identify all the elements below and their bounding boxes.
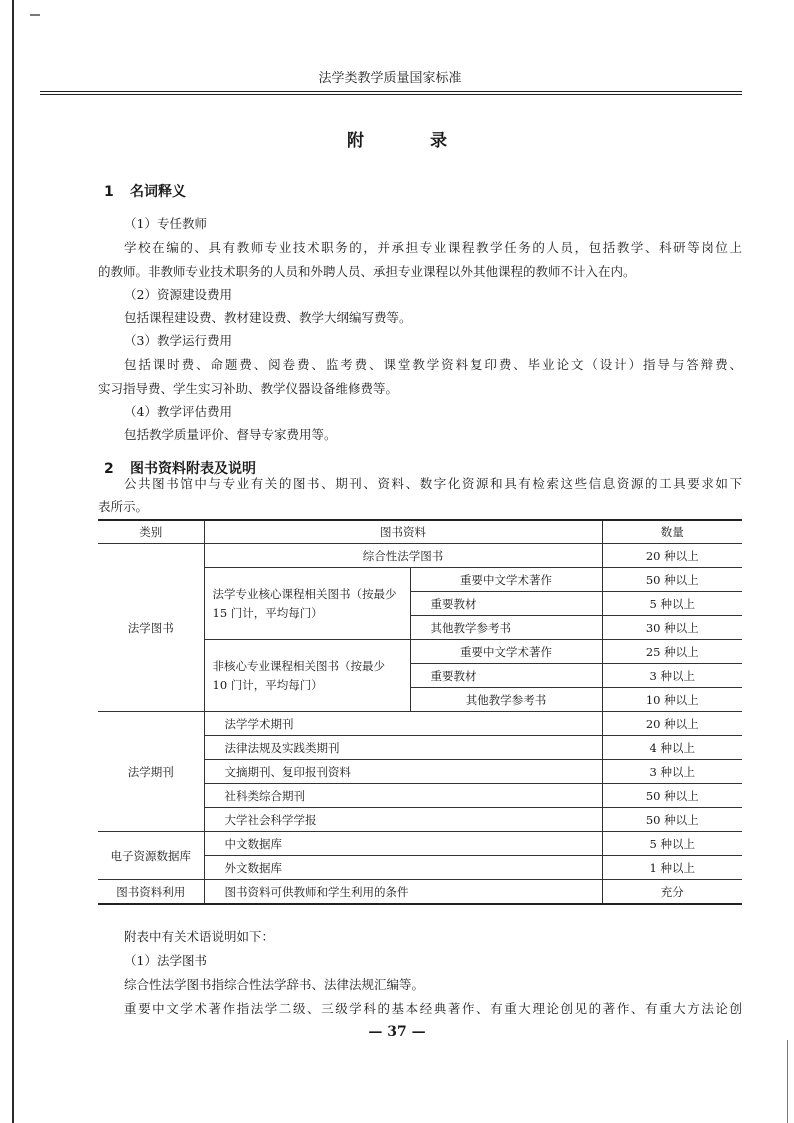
running-header: 法学类教学质量国家标准 xyxy=(318,71,462,86)
table-header-row xyxy=(98,520,742,544)
qty-cell: 充分 xyxy=(602,880,742,905)
paragraph-line: 包括课时费、命题费、阅卷费、监考费、课堂教学资料复印费、毕业论文（设计）指导与答辩费、 xyxy=(124,357,742,372)
page-title: 附 录 xyxy=(347,131,477,151)
category-cell: 图书资料利用 xyxy=(98,880,204,905)
paragraph-line: 公共图书馆中与专业有关的图书、期刊、资料、数字化资源和具有检索这些信息资源的工具要求如下 xyxy=(124,476,742,491)
table-row xyxy=(98,712,742,736)
category-cell: 电子资源数据库 xyxy=(98,832,204,880)
paragraph-line: 学校在编的、具有教师专业技术职务的，并承担专业课程教学任务的人员，包括教学、科研等岗位上 xyxy=(124,240,742,255)
section-number: 1 xyxy=(104,184,114,200)
section-1-heading xyxy=(104,181,186,201)
table-row xyxy=(98,544,742,568)
paragraph-line: 实习指导费、学生实习补助、教学仪器设备维修费等。 xyxy=(98,381,399,396)
item-cell: 文摘期刊、复印报刊资料 xyxy=(204,760,602,784)
qty-cell: 20 种以上 xyxy=(602,712,742,736)
item-label: （3）教学运行费用 xyxy=(124,333,232,348)
item-cell: 重要中文学术著作 xyxy=(410,640,602,664)
scan-edge-line xyxy=(787,1040,788,1123)
qty-cell: 5 种以上 xyxy=(602,592,742,616)
qty-cell: 20 种以上 xyxy=(602,544,742,568)
item-cell: 其他教学参考书 xyxy=(410,616,602,640)
item-cell: 其他教学参考书 xyxy=(410,688,602,712)
page-number: — 37 — xyxy=(368,1024,426,1040)
item-cell: 大学社会科学学报 xyxy=(204,808,602,832)
item-cell: 法律法规及实践类期刊 xyxy=(204,736,602,760)
item-label: （1）专任教师 xyxy=(124,216,207,231)
category-cell: 法学期刊 xyxy=(98,712,204,832)
group-cell: 非核心专业课程相关图书（按最少 10 门计，平均每门） xyxy=(204,640,410,712)
header-rule xyxy=(40,91,742,92)
library-resources-table xyxy=(98,519,742,905)
header-rule-thin xyxy=(40,94,742,95)
paragraph-line: 的教师。非教师专业技术职务的人员和外聘人员、承担专业课程以外其他课程的教师不计入在内。 xyxy=(98,264,636,279)
group-cell: 法学专业核心课程相关图书（按最少 15 门计，平均每门） xyxy=(204,568,410,640)
table-row xyxy=(98,880,742,905)
notes-intro: 附表中有关术语说明如下： xyxy=(124,929,275,944)
paragraph-line: 综合性法学图书指综合性法学辞书、法律法规汇编等。 xyxy=(124,977,425,992)
header-materials: 图书资料 xyxy=(204,520,602,544)
paragraph-line: 表所示。 xyxy=(98,499,149,514)
item-cell: 重要教材 xyxy=(410,664,602,688)
qty-cell: 10 种以上 xyxy=(602,688,742,712)
category-cell: 法学图书 xyxy=(98,544,204,712)
paragraph-line: 包括课程建设费、教材建设费、教学大纲编写费等。 xyxy=(124,310,412,325)
table-row xyxy=(98,832,742,856)
item-cell: 法学学术期刊 xyxy=(204,712,602,736)
qty-cell: 50 种以上 xyxy=(602,808,742,832)
scan-margin-line xyxy=(12,0,14,1123)
item-cell: 重要教材 xyxy=(410,592,602,616)
paragraph-line: 重要中文学术著作指法学二级、三级学科的基本经典著作、有重大理论创见的著作、有重大方法论创 xyxy=(124,1001,742,1016)
item-cell: 综合性法学图书 xyxy=(204,544,602,568)
qty-cell: 3 种以上 xyxy=(602,664,742,688)
qty-cell: 50 种以上 xyxy=(602,784,742,808)
qty-cell: 25 种以上 xyxy=(602,640,742,664)
item-label: （2）资源建设费用 xyxy=(124,287,232,302)
header-category: 类别 xyxy=(98,520,204,544)
qty-cell: 3 种以上 xyxy=(602,760,742,784)
item-cell: 图书资料可供教师和学生利用的条件 xyxy=(204,880,602,905)
qty-cell: 50 种以上 xyxy=(602,568,742,592)
header-quantity: 数量 xyxy=(602,520,742,544)
item-cell: 重要中文学术著作 xyxy=(410,568,602,592)
scan-corner-mark xyxy=(30,14,40,16)
section-title: 图书资料附表及说明 xyxy=(130,461,256,477)
item-label: （1）法学图书 xyxy=(124,953,207,968)
qty-cell: 1 种以上 xyxy=(602,856,742,880)
item-cell: 外文数据库 xyxy=(204,856,602,880)
item-cell: 社科类综合期刊 xyxy=(204,784,602,808)
item-label: （4）教学评估费用 xyxy=(124,404,232,419)
qty-cell: 4 种以上 xyxy=(602,736,742,760)
qty-cell: 5 种以上 xyxy=(602,832,742,856)
item-cell: 中文数据库 xyxy=(204,832,602,856)
qty-cell: 30 种以上 xyxy=(602,616,742,640)
paragraph-line: 包括教学质量评价、督导专家费用等。 xyxy=(124,427,337,442)
section-number: 2 xyxy=(104,461,114,477)
section-title: 名词释义 xyxy=(130,184,186,200)
